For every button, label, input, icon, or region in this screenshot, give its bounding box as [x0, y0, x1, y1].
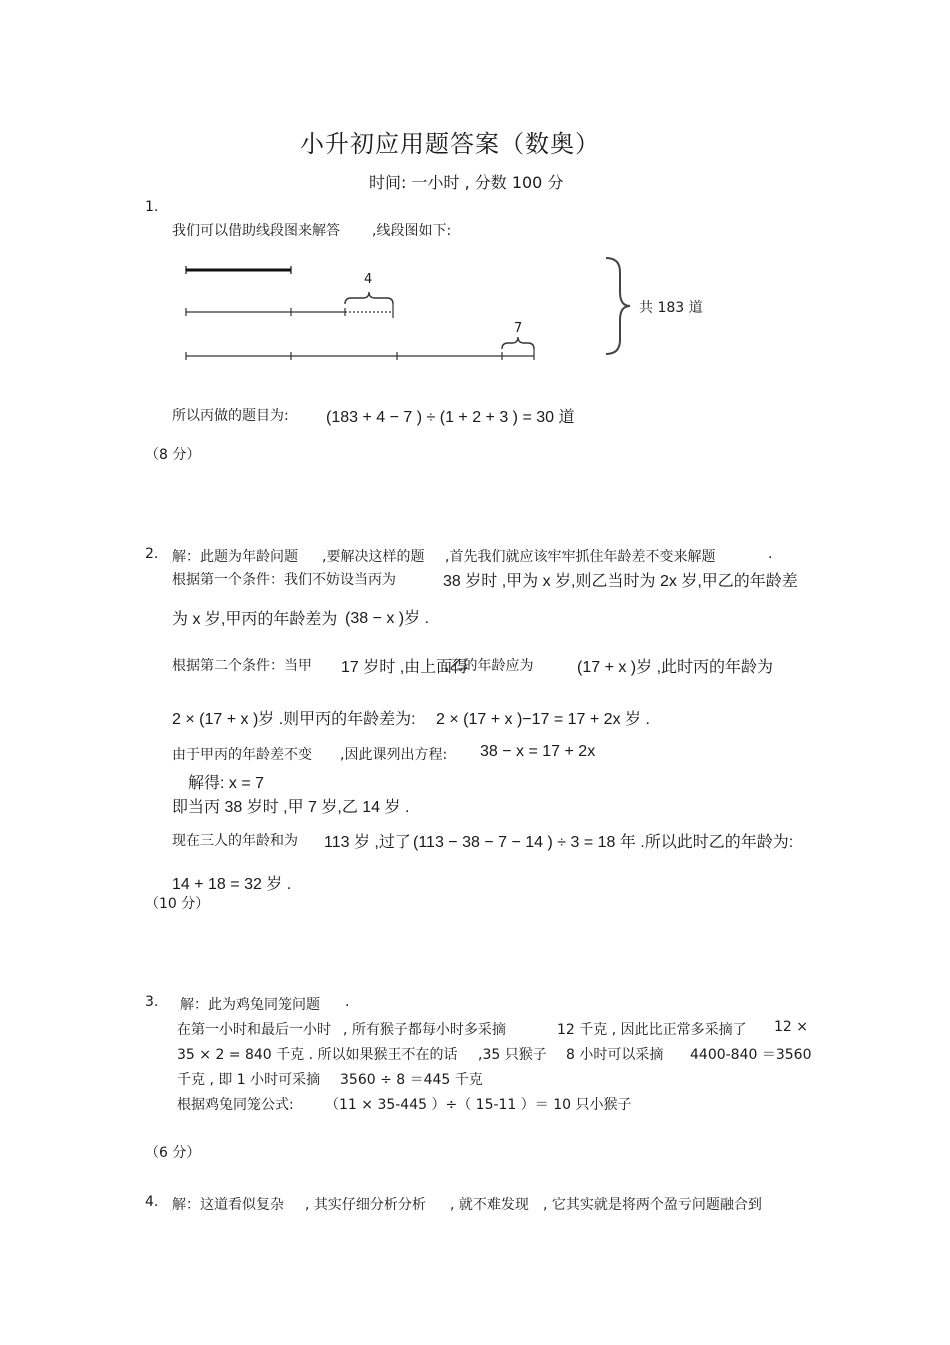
diagram-total-label: 共 183 道	[639, 300, 703, 316]
text-line: , 所有猴子都每小时多采摘	[343, 1022, 506, 1038]
formula: 2 × (17 + x )−17 = 17 + 2x 岁 .	[436, 711, 650, 728]
equation: 38 − x = 17 + 2x	[480, 743, 596, 760]
formula: (17 + x )岁 ,此时丙的年龄为	[577, 659, 774, 676]
intro-text: 我们可以借助线段图来解答	[172, 223, 340, 239]
question-number: 3.	[145, 994, 159, 1010]
formula: (113 − 38 − 7 − 14 ) ÷ 3 = 18 年 .所以此时乙的年龄为:	[413, 834, 794, 851]
text-line: ,乙的年龄应为	[445, 658, 534, 674]
text-line: 12 ×	[774, 1019, 808, 1035]
brace-4	[345, 292, 393, 304]
text-line: 12 千克 , 因此比正常多采摘了	[557, 1022, 747, 1038]
text-line: 千克 , 即 1 小时可采摘	[177, 1072, 321, 1088]
text-line: 17 岁时 ,由上面得	[341, 659, 469, 676]
answer-formula: (183 + 4 − 7 ) ÷ (1 + 2 + 3 ) = 30 道	[326, 409, 575, 426]
text-line: , 就不难发现	[450, 1197, 529, 1213]
text-line: ,首先我们就应该牢牢抓住年龄差不变来解题	[445, 549, 716, 565]
text-line: 113 岁 ,过了	[324, 834, 411, 851]
score: （6 分）	[145, 1145, 201, 1161]
text-line: .	[768, 546, 773, 562]
answer-prefix: 所以丙做的题目为:	[172, 408, 289, 424]
total-brace	[606, 258, 630, 354]
question-number: 1.	[145, 199, 159, 215]
text-line: ,35 只猴子	[478, 1047, 547, 1063]
brace-7	[502, 337, 534, 349]
text-line: 根据第二个条件：当甲	[172, 658, 312, 674]
text-line: ,因此课列出方程:	[340, 747, 448, 763]
text-line: 根据第一个条件：我们不妨设当丙为	[172, 572, 396, 588]
segment-diagram	[0, 0, 950, 380]
page-subtitle: 时间: 一小时 , 分数 100 分	[369, 173, 564, 192]
text-line: ,要解决这样的题	[322, 549, 425, 565]
text-line: 解：此题为年龄问题	[172, 549, 298, 565]
formula: 14 + 18 = 32 岁 .	[172, 876, 292, 893]
intro-text: ,线段图如下:	[372, 223, 452, 239]
solution: 解得: x = 7	[188, 775, 265, 792]
text-line: 根据鸡兔同笼公式:	[177, 1097, 294, 1113]
score: （8 分）	[145, 447, 201, 463]
diagram-label-7: 7	[514, 321, 523, 336]
text-line: , 它其实就是将两个盈亏问题融合到	[543, 1197, 762, 1213]
text-line: 在第一小时和最后一小时	[177, 1022, 331, 1038]
text-line: 3560 ÷ 8 ＝445 千克	[340, 1072, 483, 1088]
text-line: 4400-840 ＝3560	[690, 1047, 812, 1063]
text-line: , 其实仔细分析分析	[305, 1197, 426, 1213]
formula: （11 × 35-445 ）÷（ 15-11 ）＝ 10 只小猴子	[325, 1097, 632, 1113]
text-line: 35 × 2 = 840 千克 . 所以如果猴王不在的话	[177, 1047, 458, 1063]
text-line: 解：此为鸡兔同笼问题	[180, 997, 320, 1013]
formula: (38 − x )岁 .	[345, 610, 430, 627]
diagram-label-4: 4	[364, 272, 373, 287]
page-title: 小升初应用题答案（数奥）	[300, 130, 600, 158]
text-line: .	[345, 994, 350, 1010]
question-number: 4.	[145, 1194, 159, 1210]
text-line: 2x 岁,甲乙的年龄差	[660, 573, 798, 590]
text-line: 由于甲丙的年龄差不变	[172, 747, 312, 763]
text-line: 解：这道看似复杂	[172, 1197, 284, 1213]
question-number: 2.	[145, 546, 159, 562]
text-line: 即当丙 38 岁时 ,甲 7 岁,乙 14 岁 .	[172, 799, 410, 816]
text-line: 8 小时可以采摘	[566, 1047, 664, 1063]
score: （10 分）	[145, 896, 210, 912]
text-line: 为 x 岁,甲丙的年龄差为	[172, 611, 338, 628]
text-line: 现在三人的年龄和为	[172, 833, 298, 849]
formula: 2 × (17 + x )岁 .则甲丙的年龄差为:	[172, 711, 416, 728]
text-line: 38 岁时 ,甲为 x 岁,则乙当时为	[443, 573, 656, 590]
